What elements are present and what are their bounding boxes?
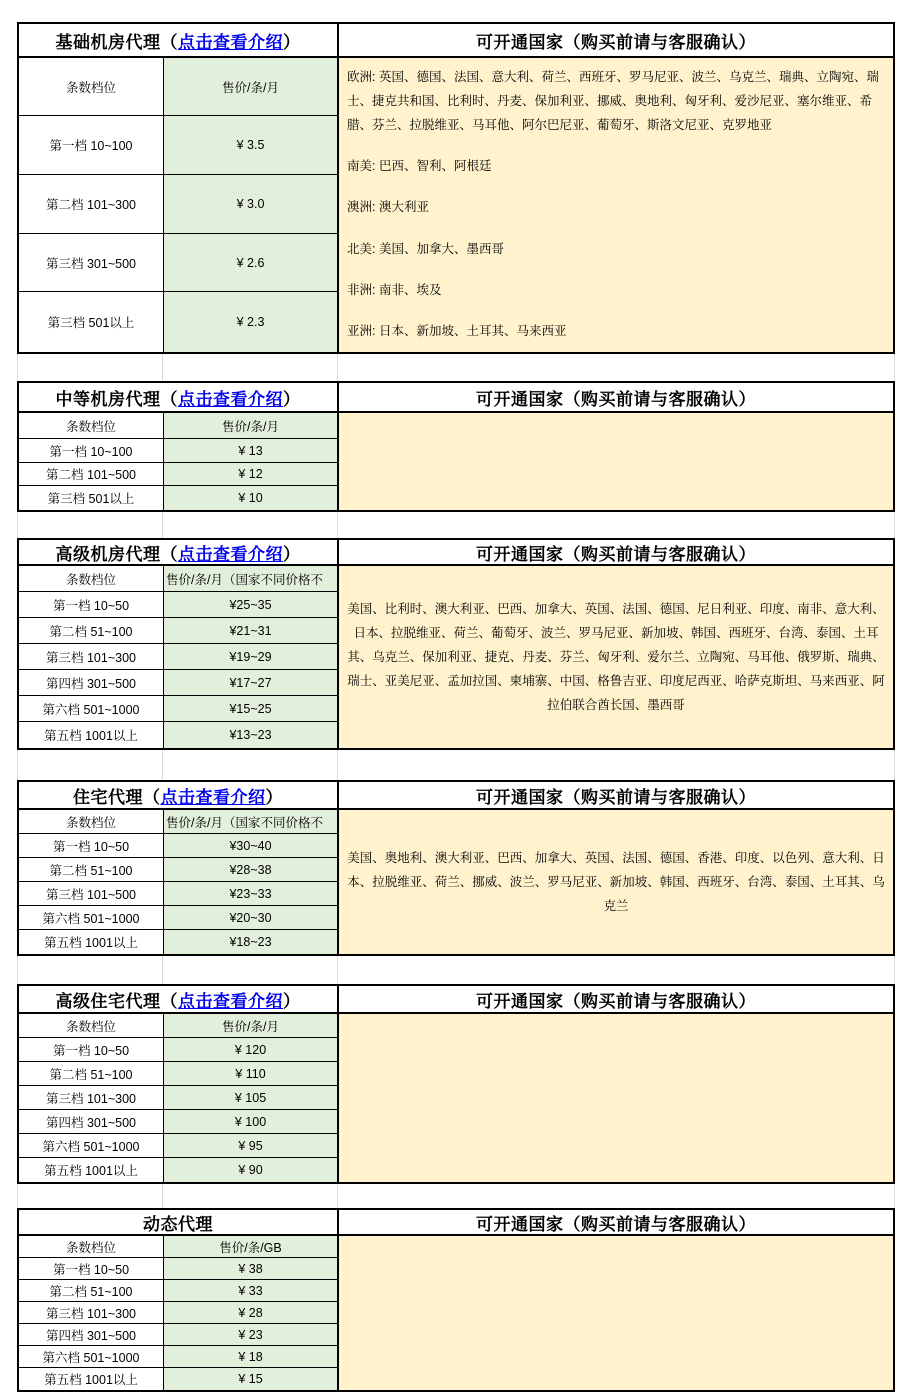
section-gap <box>17 512 895 538</box>
paren-close: ） <box>283 32 301 52</box>
region-line: 澳洲: 澳大利亚 <box>347 200 429 215</box>
section-title-text: 中等机房代理 <box>55 389 161 409</box>
countries-panel <box>339 566 893 748</box>
price-header-cell: 售价/条/月 <box>164 413 339 439</box>
tier-cell: 第三档 301~500 <box>19 234 164 292</box>
section-basic-datacenter <box>17 22 895 354</box>
tier-cell: 第三档 101~300 <box>19 1302 164 1324</box>
price-cell: ¥ 10 <box>164 486 339 510</box>
section-title <box>19 383 339 413</box>
price-cell: ¥25~35 <box>164 592 339 618</box>
price-cell: ¥28~38 <box>164 858 339 882</box>
tier-cell: 第二档 51~100 <box>19 618 164 644</box>
price-cell: ¥19~29 <box>164 644 339 670</box>
countries-header: 可开通国家（购买前请与客服确认） <box>339 540 893 566</box>
countries-text: 美国、奥地利、澳大利亚、巴西、加拿大、英国、法国、德国、香港、印度、以色列、意大利、日本、拉脱维亚、荷兰、挪威、波兰、罗马尼亚、新加坡、韩国、西班牙、台湾、泰国、土耳其、乌克兰 <box>347 851 885 913</box>
tier-cell: 第一档 10~100 <box>19 439 164 463</box>
intro-link[interactable]: 点击查看介绍 <box>178 991 283 1011</box>
intro-link[interactable]: 点击查看介绍 <box>178 389 283 409</box>
tier-header-cell: 条数档位 <box>19 566 164 592</box>
price-cell: ¥ 120 <box>164 1038 339 1062</box>
tier-cell: 第二档 51~100 <box>19 1062 164 1086</box>
countries-panel <box>339 58 893 352</box>
section-title-text: 高级住宅代理 <box>55 991 161 1011</box>
price-cell: ¥ 28 <box>164 1302 339 1324</box>
section-medium-datacenter <box>17 381 895 512</box>
region-line: 非洲: 南非、埃及 <box>347 282 442 297</box>
price-cell: ¥ 2.6 <box>164 234 339 292</box>
price-cell: ¥18~23 <box>164 930 339 954</box>
price-cell: ¥ 18 <box>164 1346 339 1368</box>
tier-cell: 第六档 501~1000 <box>19 1346 164 1368</box>
price-cell: ¥ 23 <box>164 1324 339 1346</box>
price-header-cell: 售价/条/月（国家不同价格不 <box>164 810 339 834</box>
countries-header: 可开通国家（购买前请与客服确认） <box>339 986 893 1014</box>
price-cell: ¥ 2.3 <box>164 292 339 352</box>
tier-header-cell: 条数档位 <box>19 1014 164 1038</box>
tier-cell: 第四档 301~500 <box>19 1324 164 1346</box>
price-cell: ¥ 38 <box>164 1258 339 1280</box>
price-cell: ¥ 105 <box>164 1086 339 1110</box>
countries-header: 可开通国家（购买前请与客服确认） <box>339 24 893 58</box>
tier-cell: 第三档 101~300 <box>19 644 164 670</box>
tier-header-cell: 条数档位 <box>19 413 164 439</box>
section-title-text: 高级机房代理 <box>55 544 161 564</box>
paren-close: ） <box>265 787 283 807</box>
countries-header: 可开通国家（购买前请与客服确认） <box>339 1210 893 1236</box>
top-margin <box>0 0 909 22</box>
price-cell: ¥ 33 <box>164 1280 339 1302</box>
section-title-text: 住宅代理 <box>73 787 143 807</box>
paren-close: ） <box>283 991 301 1011</box>
section-title-text: 基础机房代理 <box>55 32 161 52</box>
section-advanced-datacenter <box>17 538 895 750</box>
price-cell: ¥21~31 <box>164 618 339 644</box>
tier-cell: 第二档 101~300 <box>19 175 164 234</box>
intro-link[interactable]: 点击查看介绍 <box>178 544 283 564</box>
tier-header-cell: 条数档位 <box>19 58 164 116</box>
price-header-cell: 售价/条/月 <box>164 58 339 116</box>
tier-cell: 第六档 501~1000 <box>19 1134 164 1158</box>
tier-cell: 第二档 51~100 <box>19 858 164 882</box>
tier-header-cell: 条数档位 <box>19 1236 164 1258</box>
tier-cell: 第六档 501~1000 <box>19 906 164 930</box>
section-gap <box>17 956 895 984</box>
paren-open: （ <box>160 544 178 564</box>
price-cell: ¥23~33 <box>164 882 339 906</box>
section-title <box>19 986 339 1014</box>
section-advanced-residential <box>17 984 895 1184</box>
tier-cell: 第五档 1001以上 <box>19 1368 164 1390</box>
section-title <box>19 782 339 810</box>
tier-cell: 第二档 51~100 <box>19 1280 164 1302</box>
tier-cell: 第五档 1001以上 <box>19 930 164 954</box>
paren-open: （ <box>143 787 161 807</box>
price-cell: ¥ 3.0 <box>164 175 339 234</box>
countries-header: 可开通国家（购买前请与客服确认） <box>339 383 893 413</box>
section-gap <box>17 354 895 381</box>
section-dynamic <box>17 1208 895 1392</box>
tier-cell: 第六档 501~1000 <box>19 696 164 722</box>
region-line: 南美: 巴西、智利、阿根廷 <box>347 159 492 174</box>
tier-cell: 第一档 10~50 <box>19 1258 164 1280</box>
tier-cell: 第一档 10~50 <box>19 834 164 858</box>
paren-close: ） <box>283 389 301 409</box>
countries-panel <box>339 413 893 510</box>
countries-panel <box>339 1014 893 1182</box>
tier-cell: 第三档 101~300 <box>19 1086 164 1110</box>
countries-header: 可开通国家（购买前请与客服确认） <box>339 782 893 810</box>
price-header-cell: 售价/条/月 <box>164 1014 339 1038</box>
paren-open: （ <box>160 389 178 409</box>
tier-cell: 第一档 10~50 <box>19 592 164 618</box>
intro-link[interactable]: 点击查看介绍 <box>178 32 283 52</box>
price-cell: ¥17~27 <box>164 670 339 696</box>
tier-cell: 第三档 501以上 <box>19 486 164 510</box>
price-cell: ¥ 100 <box>164 1110 339 1134</box>
countries-panel <box>339 1236 893 1390</box>
tier-cell: 第五档 1001以上 <box>19 1158 164 1182</box>
price-header-cell: 售价/条/GB <box>164 1236 339 1258</box>
price-cell: ¥20~30 <box>164 906 339 930</box>
region-line: 亚洲: 日本、新加坡、土耳其、马来西亚 <box>347 323 567 338</box>
price-cell: ¥ 15 <box>164 1368 339 1390</box>
section-gap <box>17 1184 895 1208</box>
region-line: 欧洲: 英国、德国、法国、意大利、荷兰、西班牙、罗马尼亚、波兰、乌克兰、瑞典、立陶宛、瑞士、捷克共和国、比利时、丹麦、保加利亚、挪威、奥地利、匈牙利、爱沙尼亚、塞尔维亚、希腊、芬兰、拉脱维亚、马耳他、阿尔巴尼亚、葡萄牙、斯洛文尼亚、克罗地亚 <box>347 70 879 132</box>
price-cell: ¥ 90 <box>164 1158 339 1182</box>
tier-cell: 第一档 10~50 <box>19 1038 164 1062</box>
tier-cell: 第四档 301~500 <box>19 670 164 696</box>
countries-panel <box>339 810 893 954</box>
tier-cell: 第三档 501以上 <box>19 292 164 352</box>
price-cell: ¥ 12 <box>164 463 339 486</box>
section-residential <box>17 780 895 956</box>
price-cell: ¥15~25 <box>164 696 339 722</box>
tier-cell: 第二档 101~500 <box>19 463 164 486</box>
tier-cell: 第一档 10~100 <box>19 116 164 175</box>
section-title <box>19 1210 339 1236</box>
section-gap <box>17 750 895 780</box>
countries-text: 美国、比利时、澳大利亚、巴西、加拿大、英国、法国、德国、尼日利亚、印度、南非、意大利、日本、拉脱维亚、荷兰、葡萄牙、波兰、罗马尼亚、新加坡、韩国、西班牙、台湾、泰国、土耳其、乌克兰、保加利亚、捷克、丹麦、芬兰、匈牙利、爱尔兰、立陶宛、马耳他、俄罗斯、瑞典、瑞士、亚美尼亚、孟加拉国、柬埔寨、中国、格鲁吉亚、印度尼西亚、哈萨克斯坦、马来西亚、阿拉伯联合酋长国、墨西哥 <box>347 602 885 712</box>
tier-cell: 第四档 301~500 <box>19 1110 164 1134</box>
tier-cell: 第五档 1001以上 <box>19 722 164 748</box>
section-title <box>19 24 339 58</box>
tier-cell: 第三档 101~500 <box>19 882 164 906</box>
paren-open: （ <box>160 991 178 1011</box>
price-cell: ¥13~23 <box>164 722 339 748</box>
price-cell: ¥ 3.5 <box>164 116 339 175</box>
section-title-text: 动态代理 <box>143 1214 213 1234</box>
paren-close: ） <box>283 544 301 564</box>
tier-header-cell: 条数档位 <box>19 810 164 834</box>
price-cell: ¥ 110 <box>164 1062 339 1086</box>
section-title <box>19 540 339 566</box>
price-header-cell: 售价/条/月（国家不同价格不 <box>164 566 339 592</box>
price-cell: ¥30~40 <box>164 834 339 858</box>
intro-link[interactable]: 点击查看介绍 <box>160 787 266 807</box>
price-cell: ¥ 95 <box>164 1134 339 1158</box>
region-line: 北美: 美国、加拿大、墨西哥 <box>347 241 504 256</box>
price-cell: ¥ 13 <box>164 439 339 463</box>
paren-open: （ <box>160 32 178 52</box>
